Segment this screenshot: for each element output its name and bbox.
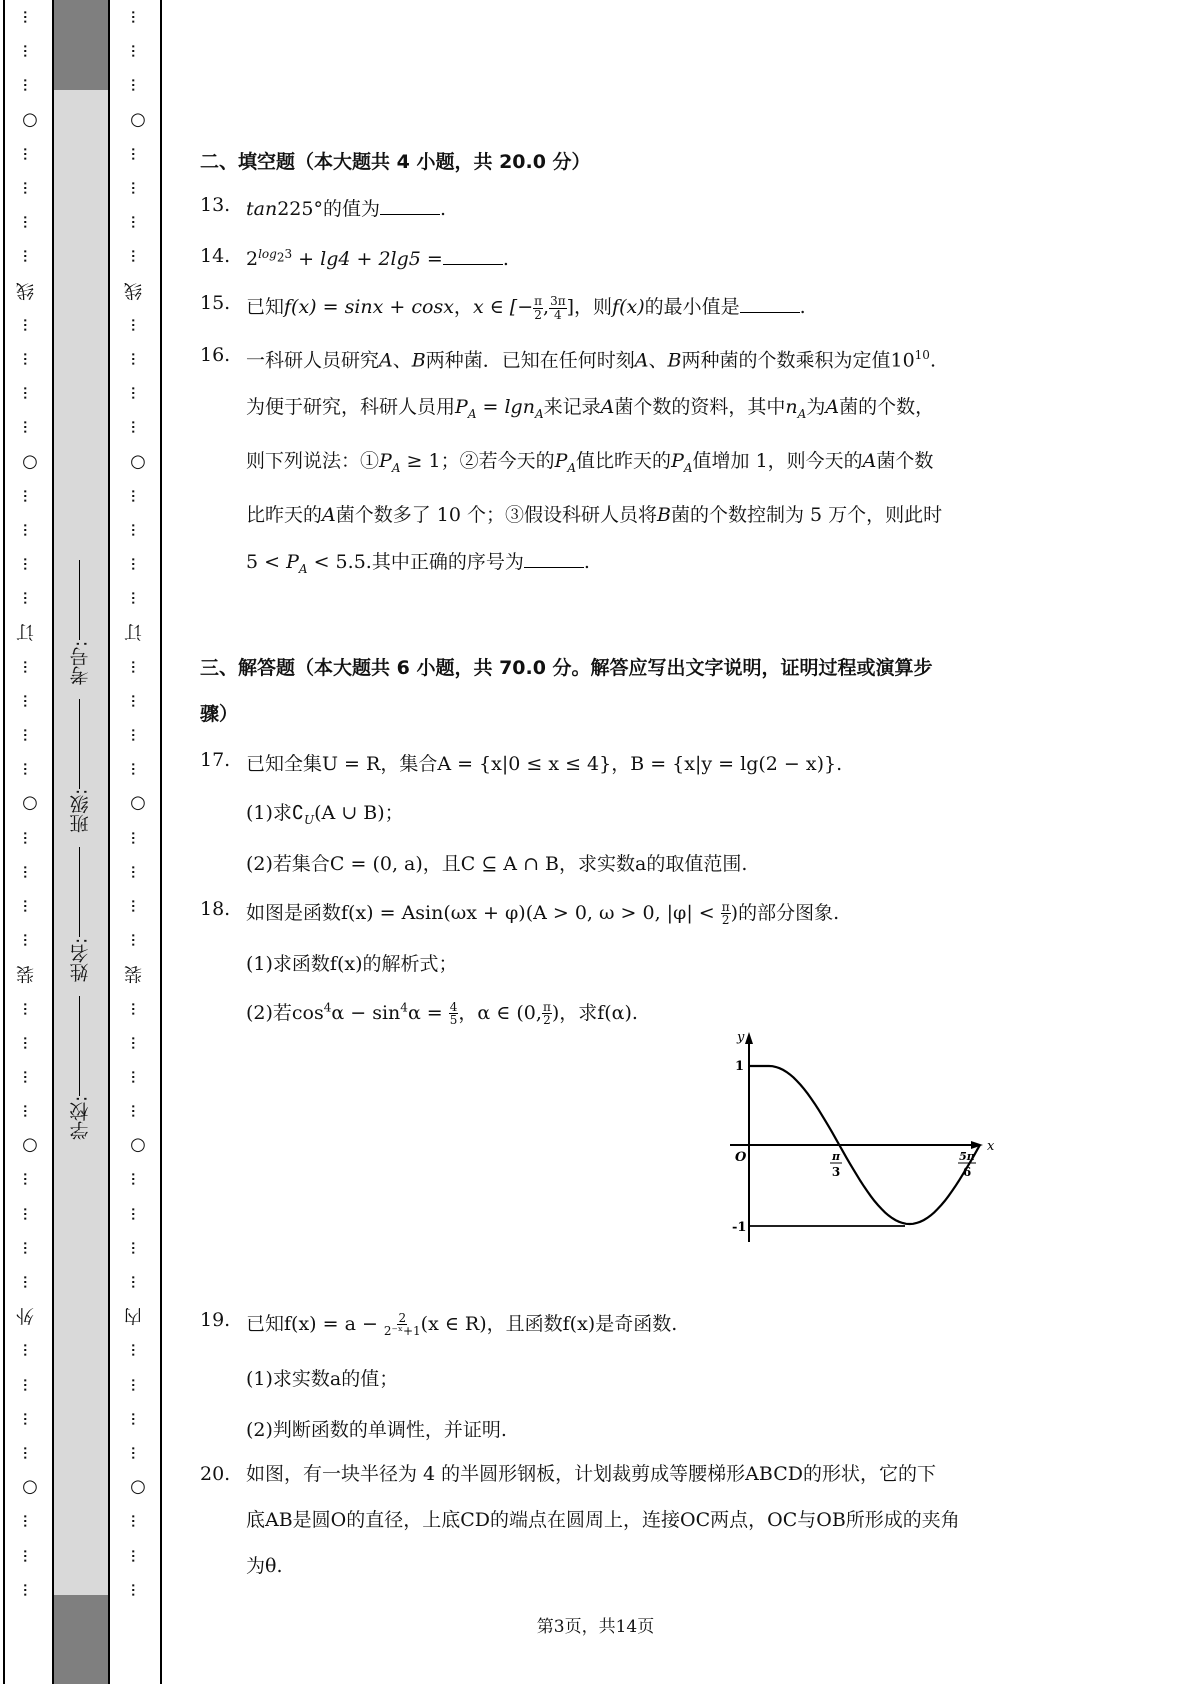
- outer-seal-char: 线: [16, 281, 37, 300]
- outer-seal-circle: ○: [22, 450, 38, 472]
- name-field: 姓名:: [67, 847, 94, 981]
- outer-seal-line: [18, 0, 42, 1607]
- question-17: 17. 已知全集U = R，集合A = {x|0 ≤ x ≤ 4}，B = {x|y = lg(2 − x)}.: [200, 748, 843, 775]
- outer-seal-dots: ⋯: [17, 386, 33, 401]
- inner-seal-dots: ⋯: [125, 1069, 141, 1084]
- margin-inner-edge-line: [160, 0, 162, 1684]
- inner-seal-dots: ⋯: [125, 1172, 141, 1187]
- inner-seal-dots: ⋯: [125, 317, 141, 332]
- band-bottom-block: [52, 1595, 110, 1684]
- band-top-block: [52, 0, 110, 90]
- inner-seal-dots: ⋯: [125, 1275, 141, 1290]
- exam-number-field: 考号:: [67, 560, 94, 684]
- tick-label-pi-3-num: π: [831, 1150, 841, 1163]
- inner-seal-dots: ⋯: [125, 1104, 141, 1119]
- question-number: 15.: [200, 292, 231, 314]
- tick-label-1: 1: [735, 1059, 745, 1074]
- inner-seal-dots: ⋯: [125, 1035, 141, 1050]
- x-axis-arrow: [971, 1141, 983, 1149]
- outer-seal-dots: ⋯: [17, 557, 33, 572]
- page-footer: 第3页，共14页: [536, 1617, 655, 1637]
- outer-seal-dots: ⋯: [17, 1172, 33, 1187]
- sine-graph: [725, 1030, 1000, 1245]
- fraction: $\frac{\pi}{2}$: [534, 293, 543, 322]
- inner-seal-char: 内: [124, 1307, 145, 1326]
- inner-seal-dots: ⋯: [125, 146, 141, 161]
- answer-blank[interactable]: [380, 195, 440, 215]
- inner-seal-circle: ○: [130, 450, 146, 472]
- outer-seal-dots: ⋯: [17, 1206, 33, 1221]
- question-number: 14.: [200, 245, 231, 267]
- outer-seal-dots: ⋯: [17, 864, 33, 879]
- inner-seal-dots: ⋯: [125, 1548, 141, 1563]
- inner-seal-circle: ○: [130, 108, 146, 130]
- outer-seal-dots: ⋯: [17, 728, 33, 743]
- outer-seal-char: 装: [16, 965, 37, 984]
- outer-seal-dots: ⋯: [17, 693, 33, 708]
- outer-seal-dots: ⋯: [17, 1445, 33, 1460]
- inner-seal-dots: ⋯: [125, 1001, 141, 1016]
- outer-seal-dots: ⋯: [17, 1069, 33, 1084]
- question-14: 14. $2^{log_23} + \lg 4 + 2\lg 5$ = .: [200, 245, 509, 270]
- class-field: 班级:: [67, 699, 94, 833]
- inner-seal-dots: ⋯: [125, 830, 141, 845]
- origin-label: O: [735, 1150, 747, 1165]
- question-13: 13. tan225°的值为 .: [200, 194, 447, 220]
- y-axis-arrow: [745, 1032, 753, 1044]
- inner-seal-dots: ⋯: [125, 1411, 141, 1426]
- inner-seal-dots: ⋯: [125, 351, 141, 366]
- outer-seal-dots: ⋯: [17, 420, 33, 435]
- outer-seal-dots: ⋯: [17, 351, 33, 366]
- inner-seal-dots: ⋯: [125, 591, 141, 606]
- question-20: 20. 如图，有一块半径为 4 的半圆形钢板，计划裁剪成等腰梯形ABCD的形状，它的下 底AB是圆O的直径，上底CD的端点在圆周上，连接OC两点，OC与OB所形成的夹角 为θ.: [200, 1462, 960, 1577]
- tick-label-pi-3-den: 3: [831, 1165, 841, 1179]
- inner-seal-dots: ⋯: [125, 1377, 141, 1392]
- question-19: 19. 已知f(x) = a − $\frac{2}{\text{2⁻ˣ+1}}$ (x ∈ R)，且函数f(x)是奇函数.: [200, 1308, 678, 1339]
- inner-seal-dots: ⋯: [125, 1514, 141, 1529]
- inner-seal-circle: ○: [130, 792, 146, 814]
- outer-seal-dots: ⋯: [17, 181, 33, 196]
- inner-seal-dots: ⋯: [125, 693, 141, 708]
- inner-seal-dots: ⋯: [125, 386, 141, 401]
- inner-seal-char: 装: [124, 965, 145, 984]
- outer-seal-dots: ⋯: [17, 1548, 33, 1563]
- inner-seal-char: 订: [124, 623, 145, 642]
- inner-seal-dots: ⋯: [125, 659, 141, 674]
- inner-seal-dots: ⋯: [125, 933, 141, 948]
- inner-seal-dots: ⋯: [125, 864, 141, 879]
- question-number: 13.: [200, 194, 231, 216]
- outer-seal-dots: ⋯: [17, 1240, 33, 1255]
- tick-label-neg1: -1: [732, 1220, 747, 1235]
- question-number: 17.: [200, 748, 231, 771]
- outer-seal-dots: ⋯: [17, 10, 33, 25]
- inner-seal-dots: ⋯: [125, 78, 141, 93]
- exam-content: [200, 140, 1000, 1589]
- inner-seal-dots: ⋯: [125, 728, 141, 743]
- question-15: 15. 已知f(x) = sinx + cosx，x ∈ [− $\frac{\pi}{2}$ , $\frac{3\pi}{4}$ ]，则f(x)的最小值是 .: [200, 292, 806, 322]
- tick-label-5pi-6-num: 5π: [959, 1150, 975, 1163]
- binding-margin: [0, 0, 165, 1684]
- q19-part-2: (2)判断函数的单调性，并证明.: [246, 1418, 507, 1441]
- section-3-title: 三、解答题（本大题共 6 小题，共 70.0 分。解答应写出文字说明，证明过程或演算步 骤）: [200, 656, 933, 725]
- inner-seal-dots: ⋯: [125, 1206, 141, 1221]
- inner-seal-dots: ⋯: [125, 1445, 141, 1460]
- question-number: 19.: [200, 1308, 231, 1331]
- section-2-title: 二、填空题（本大题共 4 小题，共 20.0 分）: [200, 151, 591, 173]
- inner-seal-dots: ⋯: [125, 181, 141, 196]
- inner-seal-char: 线: [124, 281, 145, 300]
- outer-seal-dots: ⋯: [17, 659, 33, 674]
- outer-seal-dots: ⋯: [17, 1343, 33, 1358]
- question-18: 18. 如图是函数f(x) = Asin(ωx + φ)(A > 0, ω > 0, |φ| < $\frac{\pi}{2}$ )的部分图象.: [200, 897, 840, 928]
- inner-seal-line: [126, 0, 150, 1607]
- outer-seal-dots: ⋯: [17, 1582, 33, 1597]
- inner-seal-dots: ⋯: [125, 1240, 141, 1255]
- outer-seal-dots: ⋯: [17, 488, 33, 503]
- inner-seal-dots: ⋯: [125, 898, 141, 913]
- outer-seal-dots: ⋯: [17, 830, 33, 845]
- outer-seal-dots: ⋯: [17, 44, 33, 59]
- outer-seal-char: 外: [16, 1307, 37, 1326]
- outer-seal-dots: ⋯: [17, 1104, 33, 1119]
- inner-seal-dots: ⋯: [125, 10, 141, 25]
- q17-part-1: (1)求$∁_U(A$ ∪ B)；: [246, 801, 404, 827]
- q18-part-2: (2)若$\cos^4\alpha - \sin^4\alpha$ = $\frac{4}{5}$ ，α ∈ (0, $\frac{\pi}{2}$ )，求f(α).: [246, 999, 638, 1028]
- question-16: 16. 一科研人员研究A、B两种菌．已知在任何时刻A、B两种菌的个数乘积为定值$10^{10}$. 为便于研究，科研人员用$P_A = \lg n_A$来记录A菌个数的资料，其中$n_A$为A菌的个数， 则下列说法：$①P_A \ge 1$；②若今天的$P_A$值比昨天的$P_A$值增加 1，则今天的A菌个数 比昨天的A菌个数多了 10 个；③假设科研人员将B菌的个数控制为 5 万个，则此时 $5 < P_A < 5.5$.其中正确的序号为 .: [200, 344, 943, 576]
- inner-seal-dots: ⋯: [125, 249, 141, 264]
- outer-seal-dots: ⋯: [17, 249, 33, 264]
- outer-seal-dots: ⋯: [17, 1411, 33, 1426]
- outer-seal-dots: ⋯: [17, 1035, 33, 1050]
- outer-seal-circle: ○: [22, 1476, 38, 1498]
- student-info-fields: [62, 540, 98, 1140]
- inner-seal-dots: ⋯: [125, 1582, 141, 1597]
- fraction: $\frac{\pi}{2}$: [721, 899, 730, 928]
- outer-seal-circle: ○: [22, 792, 38, 814]
- fraction: $\frac{4}{5}$: [449, 999, 458, 1028]
- inner-seal-dots: ⋯: [125, 557, 141, 572]
- fraction: $\frac{3\pi}{4}$: [550, 293, 566, 322]
- x-axis-label: x: [987, 1139, 995, 1154]
- outer-seal-dots: ⋯: [17, 522, 33, 537]
- outer-seal-dots: ⋯: [17, 1377, 33, 1392]
- outer-seal-dots: ⋯: [17, 933, 33, 948]
- answer-blank[interactable]: [443, 245, 503, 265]
- outer-seal-dots: ⋯: [17, 1275, 33, 1290]
- y-axis-label: y: [737, 1030, 745, 1045]
- tick-label-5pi-6-den: 6: [962, 1165, 972, 1179]
- answer-blank[interactable]: [740, 293, 800, 313]
- outer-seal-dots: ⋯: [17, 215, 33, 230]
- outer-seal-dots: ⋯: [17, 1514, 33, 1529]
- inner-seal-dots: ⋯: [125, 44, 141, 59]
- outer-seal-circle: ○: [22, 1134, 38, 1156]
- fraction: $\frac{2}{\text{2⁻ˣ+1}}$: [383, 1310, 421, 1339]
- answer-blank[interactable]: [524, 548, 584, 568]
- outer-seal-dots: ⋯: [17, 146, 33, 161]
- outer-seal-dots: ⋯: [17, 1001, 33, 1016]
- q18-part-1: (1)求函数f(x)的解析式；: [246, 952, 458, 975]
- outer-seal-circle: ○: [22, 108, 38, 130]
- inner-seal-dots: ⋯: [125, 488, 141, 503]
- inner-seal-dots: ⋯: [125, 522, 141, 537]
- outer-seal-dots: ⋯: [17, 762, 33, 777]
- fraction: $\frac{\pi}{2}$: [542, 999, 551, 1028]
- inner-seal-circle: ○: [130, 1134, 146, 1156]
- school-field: 学校:: [67, 996, 94, 1140]
- inner-seal-dots: ⋯: [125, 215, 141, 230]
- question-number: 16.: [200, 344, 231, 367]
- outer-seal-char: 订: [16, 623, 37, 642]
- q19-part-1: (1)求实数a的值；: [246, 1367, 399, 1390]
- q17-part-2: (2)若集合C = (0, a)，且C ⊆ A ∩ B，求实数a的取值范围.: [246, 852, 748, 875]
- question-number: 20.: [200, 1462, 231, 1485]
- outer-seal-dots: ⋯: [17, 898, 33, 913]
- inner-seal-dots: ⋯: [125, 762, 141, 777]
- inner-seal-dots: ⋯: [125, 420, 141, 435]
- margin-edge-line: [3, 0, 5, 1684]
- inner-seal-dots: ⋯: [125, 1343, 141, 1358]
- outer-seal-dots: ⋯: [17, 317, 33, 332]
- outer-seal-dots: ⋯: [17, 78, 33, 93]
- outer-seal-dots: ⋯: [17, 591, 33, 606]
- question-number: 18.: [200, 897, 231, 920]
- inner-seal-circle: ○: [130, 1476, 146, 1498]
